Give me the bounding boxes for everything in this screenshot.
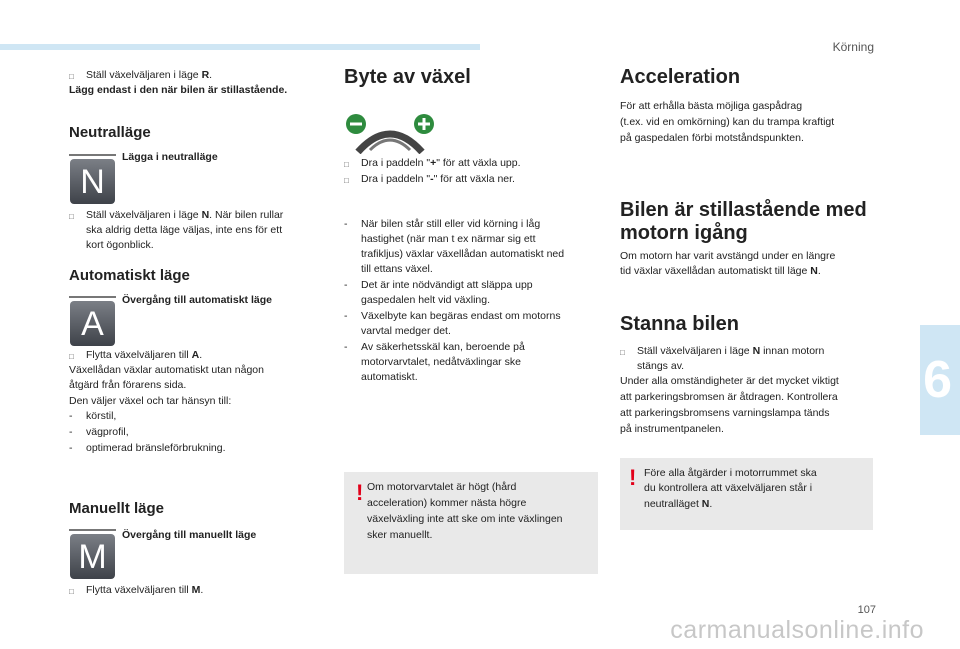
divider — [69, 529, 116, 531]
manual-heading: Manuellt läge — [69, 500, 165, 517]
stop-text-1: Under alla omständigheter är det mycket viktigt — [620, 375, 839, 387]
section-label: Körning — [832, 40, 874, 54]
dash: - — [344, 279, 348, 291]
stop-text-3: att parkeringsbromsens varningslampa tänds — [620, 407, 830, 419]
note-line-2: acceleration) kommer nästa högre — [367, 497, 527, 509]
item-1-line-4: till ettans växel. — [361, 263, 433, 275]
item-3-line-2: varvtal medger det. — [361, 325, 451, 337]
stop-heading: Stanna bilen — [620, 313, 739, 335]
warning-icon: ! — [629, 465, 637, 490]
stationary-line-2: tid växlar växellådan automatiskt till läge N. — [620, 265, 821, 277]
gear-m-icon: M — [70, 534, 115, 579]
gear-a-icon: A — [70, 301, 115, 346]
item-4-line-3: automatiskt. — [361, 371, 418, 383]
stop-text-2: att parkeringsbromsen är åtdragen. Kontrollera — [620, 391, 838, 403]
auto-line1: Flytta växelväljaren till A. — [86, 349, 203, 361]
paddle-up-line: Dra i paddeln "+" för att växla upp. — [361, 157, 521, 169]
top-accent-bar — [0, 44, 480, 50]
warning-icon: ! — [356, 480, 364, 505]
gear-change-heading: Byte av växel — [344, 66, 471, 88]
bullet-icon: □ — [344, 160, 349, 169]
dash: - — [69, 442, 73, 454]
neutral-line2: ska aldrig detta läge väljas, inte ens för ett — [86, 224, 283, 236]
item-2-line-1: Det är inte nödvändigt att släppa upp — [361, 279, 533, 291]
item-1-line-2: hastighet (när man t ex närmar sig ett — [361, 233, 536, 245]
accel-line-3: på gaspedalen förbi motståndspunkten. — [620, 132, 804, 144]
manual-sub: Övergång till manuellt läge — [122, 529, 257, 541]
auto-item-2: vägprofil, — [86, 426, 129, 438]
dash: - — [344, 218, 348, 230]
stationary-line-1: Om motorn har varit avstängd under en längre — [620, 250, 836, 262]
divider — [69, 296, 116, 298]
auto-line2: Växellådan växlar automatiskt utan någon — [69, 364, 264, 376]
note-line-4: sker manuellt. — [367, 529, 433, 541]
item-1-line-1: När bilen står still eller vid körning i låg — [361, 218, 541, 230]
auto-item-3: optimerad bränsleförbrukning. — [86, 442, 226, 454]
item-4-line-1: Av säkerhetsskäl kan, beroende på — [361, 341, 525, 353]
dash: - — [344, 310, 348, 322]
stationary-heading-line2: motorn igång — [620, 222, 748, 244]
neutral-sub: Lägga i neutralläge — [122, 151, 218, 163]
stationary-heading-line1: Bilen är stillastående med — [620, 199, 867, 221]
accel-line-1: För att erhålla bästa möjliga gaspådrag — [620, 100, 803, 112]
bullet-icon: □ — [620, 348, 625, 357]
intro-line: Ställ växelväljaren i läge R. — [86, 69, 213, 81]
watermark: carmanualsonline.info — [670, 616, 924, 644]
neutral-line1: Ställ växelväljaren i läge N. När bilen rullar — [86, 209, 284, 221]
paddle-down-line: Dra i paddeln "-" för att växla ner. — [361, 173, 515, 185]
stop-line-2: stängs av. — [637, 360, 685, 372]
bullet-icon: □ — [69, 212, 74, 221]
acceleration-heading: Acceleration — [620, 66, 741, 88]
item-3-line-1: Växelbyte kan begäras endast om motorns — [361, 310, 561, 322]
page-number: 107 — [857, 604, 876, 616]
item-1-line-3: trafikljus) växlar växellådan automatiskt ned — [361, 248, 565, 260]
engine-note-line-1: Före alla åtgärder i motorrummet ska — [644, 467, 817, 479]
auto-heading: Automatiskt läge — [69, 267, 190, 284]
chapter-number: 6 — [923, 351, 952, 409]
auto-line4: Den väljer växel och tar hänsyn till: — [69, 395, 232, 407]
dash: - — [69, 426, 73, 438]
neutral-line3: kort ögonblick. — [86, 239, 154, 251]
bullet-icon: □ — [69, 72, 74, 81]
bullet-icon: □ — [344, 176, 349, 185]
stop-line-1: Ställ växelväljaren i läge N innan motorn — [637, 345, 825, 357]
neutral-heading: Neutralläge — [69, 124, 151, 141]
dash: - — [344, 341, 348, 353]
intro-bold-line: Lägg endast i den när bilen är stillastående. — [69, 84, 288, 96]
divider — [69, 154, 116, 156]
auto-item-1: körstil, — [86, 410, 117, 422]
dash: - — [69, 410, 73, 422]
stop-text-4: på instrumentpanelen. — [620, 423, 724, 435]
item-4-line-2: motorvarvtalet, nedåtväxlingar ske — [361, 356, 521, 368]
bullet-icon: □ — [69, 587, 74, 596]
manual-line1: Flytta växelväljaren till M. — [86, 584, 204, 596]
accel-line-2: (t.ex. vid en omkörning) kan du trampa kraftigt — [620, 116, 835, 128]
steering-paddles-icon — [344, 112, 436, 154]
auto-sub: Övergång till automatiskt läge — [122, 294, 272, 306]
engine-note-line-3: neutralläget N. — [644, 498, 713, 510]
note-line-1: Om motorvarvtalet är högt (hård — [367, 481, 517, 493]
note-line-3: växelväxling inte att ske om inte växlingen — [367, 513, 563, 525]
engine-note-line-2: du kontrollera att växelväljaren står i — [644, 482, 813, 494]
item-2-line-2: gaspedalen helt vid växling. — [361, 294, 491, 306]
bullet-icon: □ — [69, 352, 74, 361]
auto-line3: åtgärd från förarens sida. — [69, 379, 187, 391]
gear-n-icon: N — [70, 159, 115, 204]
